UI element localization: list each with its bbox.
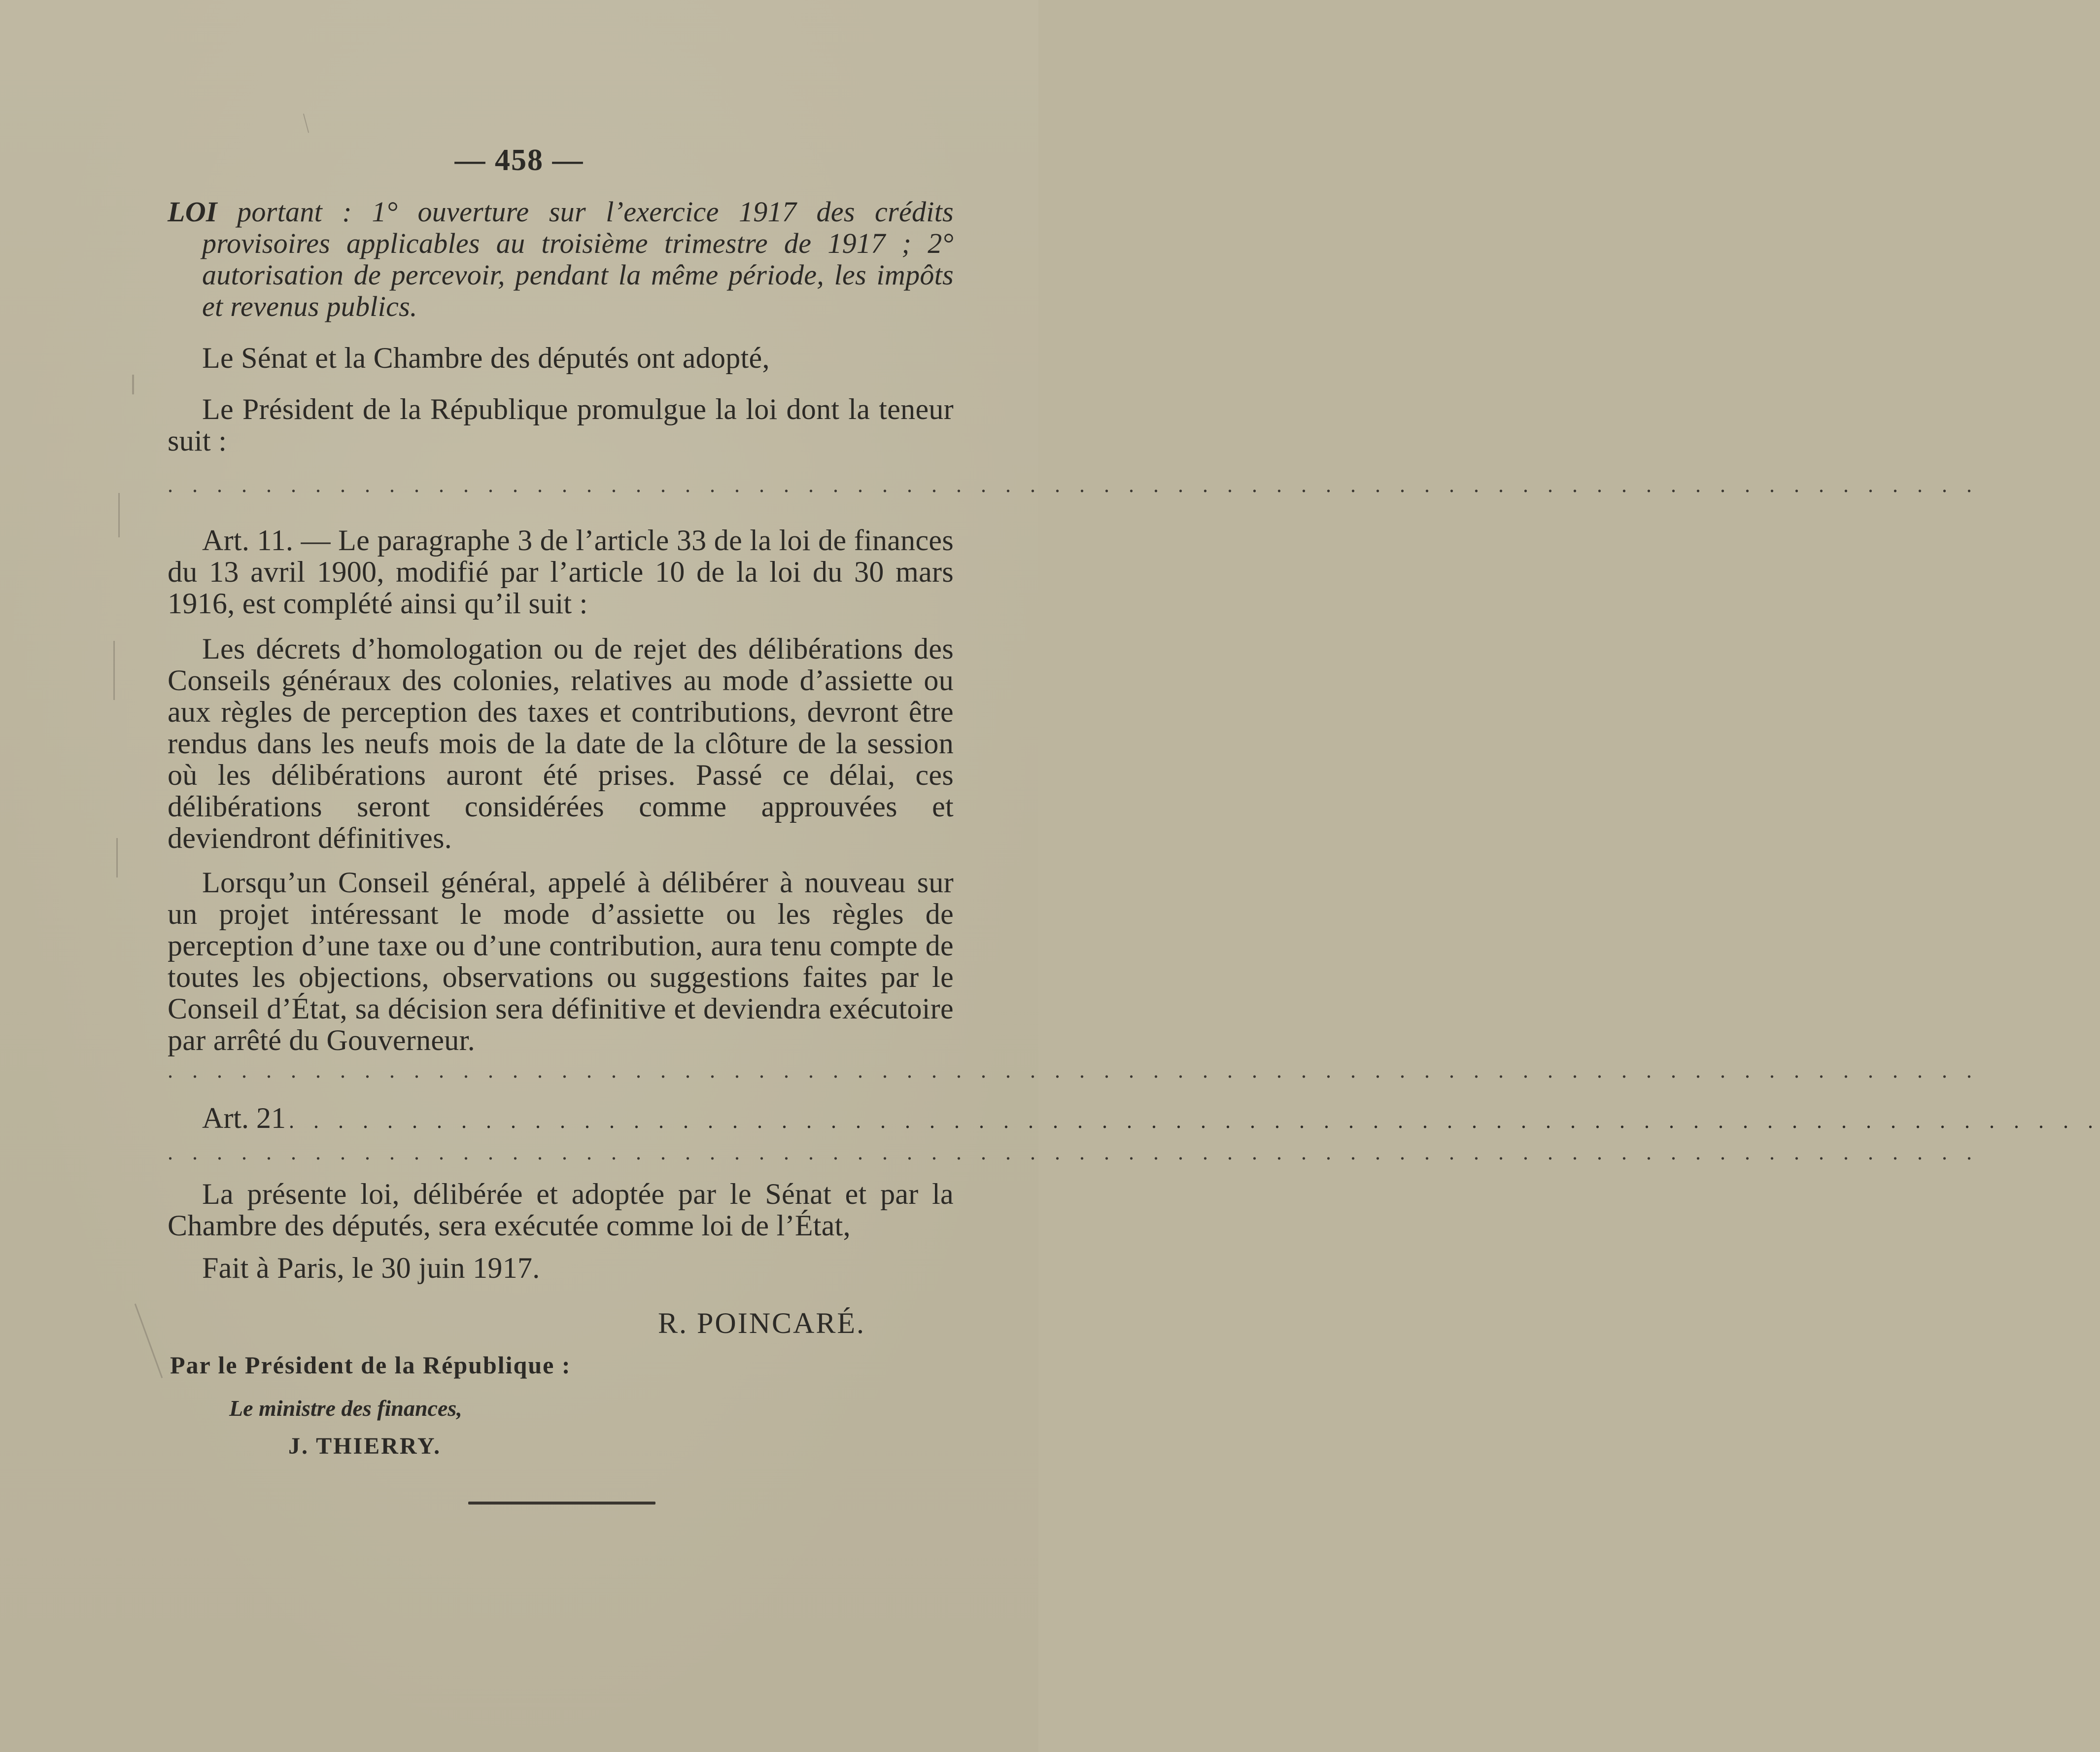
law-title-lead: LOI — [168, 196, 217, 228]
article-21-line — [168, 1101, 2100, 1135]
paper-speck — [135, 1303, 163, 1378]
dot-leader-3: . . . . . . . . . . . . . . . . . . . . . . . . . . . . . . . . . . . . . . . . . . . . . . . . . . . . . . . . . . . . . . . . . . . . . . . . . . — [168, 1140, 1979, 1164]
law-title — [168, 196, 954, 322]
minister-title: Le ministre des finances, — [229, 1396, 462, 1421]
article-11-paragraph: Art. 11. — Le paragraphe 3 de l’article 33 de la loi de finances du 13 avril 1900, modifié par l’article 10 de la loi du 30 mars 1916, est complété ainsi qu’il suit : — [168, 524, 954, 620]
by-president-line: Par le Président de la République : — [170, 1351, 571, 1379]
council-paragraph: Lorsqu’un Conseil général, appelé à délibérer à nouveau sur un projet intéressant le mode d’assiette ou les règles de perception d’une taxe ou d’une contribution, aura tenu compte de toutes les objections, observations ou suggestions faites par le Conseil d’État, sa décision sera définitive et deviendra exécutoire par arrêté du Gouverneur. — [168, 866, 954, 1056]
dot-leader-2: . . . . . . . . . . . . . . . . . . . . . . . . . . . . . . . . . . . . . . . . . . . . . . . . . . . . . . . . . . . . . . . . . . . . . . . . . . — [168, 1058, 1979, 1083]
paper-speck — [116, 838, 118, 877]
paper-speck — [303, 113, 309, 133]
closing-rule — [468, 1502, 655, 1505]
law-title-rest: portant : 1° ouverture sur l’exercice 1917 des crédits provisoires applicables au troisième trimestre de 1917 ; 2° autorisation de percevoir, pendant la même période, les impôts et revenus publics. — [202, 196, 954, 322]
article-21-label: Art. 21 — [202, 1102, 286, 1134]
minister-name: J. THIERRY. — [288, 1433, 442, 1459]
article-21-dots: . . . . . . . . . . . . . . . . . . . . . . . . . . . . . . . . . . . . . . . . . . . . . . . . . . . . . . . . . . . . . . . . . . . . . . . . . . — [288, 1109, 2100, 1133]
done-at-paragraph: Fait à Paris, le 30 juin 1917. — [202, 1252, 540, 1284]
paper-speck — [132, 375, 134, 394]
promulgation-paragraph: Le Président de la République promulgue la loi dont la teneur suit : — [168, 393, 954, 457]
execution-paragraph: La présente loi, délibérée et adoptée par le Sénat et par la Chambre des députés, sera exécutée comme loi de l’État, — [168, 1178, 954, 1242]
dot-leader-1: . . . . . . . . . . . . . . . . . . . . . . . . . . . . . . . . . . . . . . . . . . . . . . . . . . . . . . . . . . . . . . . . . . . . . . . . . . — [168, 473, 1979, 497]
page-number: — 458 — — [454, 143, 584, 177]
paper-speck — [118, 493, 120, 537]
adoption-paragraph: Le Sénat et la Chambre des députés ont adopté, — [202, 342, 770, 374]
decrees-paragraph: Les décrets d’homologation ou de rejet des délibérations des Conseils généraux des colonies, relatives au mode d’assiette ou aux règles de perception des taxes et contributions, devront être rendus dans les neufs mois de la date de la clôture de la session où les délibérations auront été prises. Passé ce délai, ces délibérations seront considérées comme approuvées et deviendront définitives. — [168, 632, 954, 854]
president-signature: R. POINCARÉ. — [658, 1307, 866, 1339]
paper-speck — [113, 641, 115, 700]
